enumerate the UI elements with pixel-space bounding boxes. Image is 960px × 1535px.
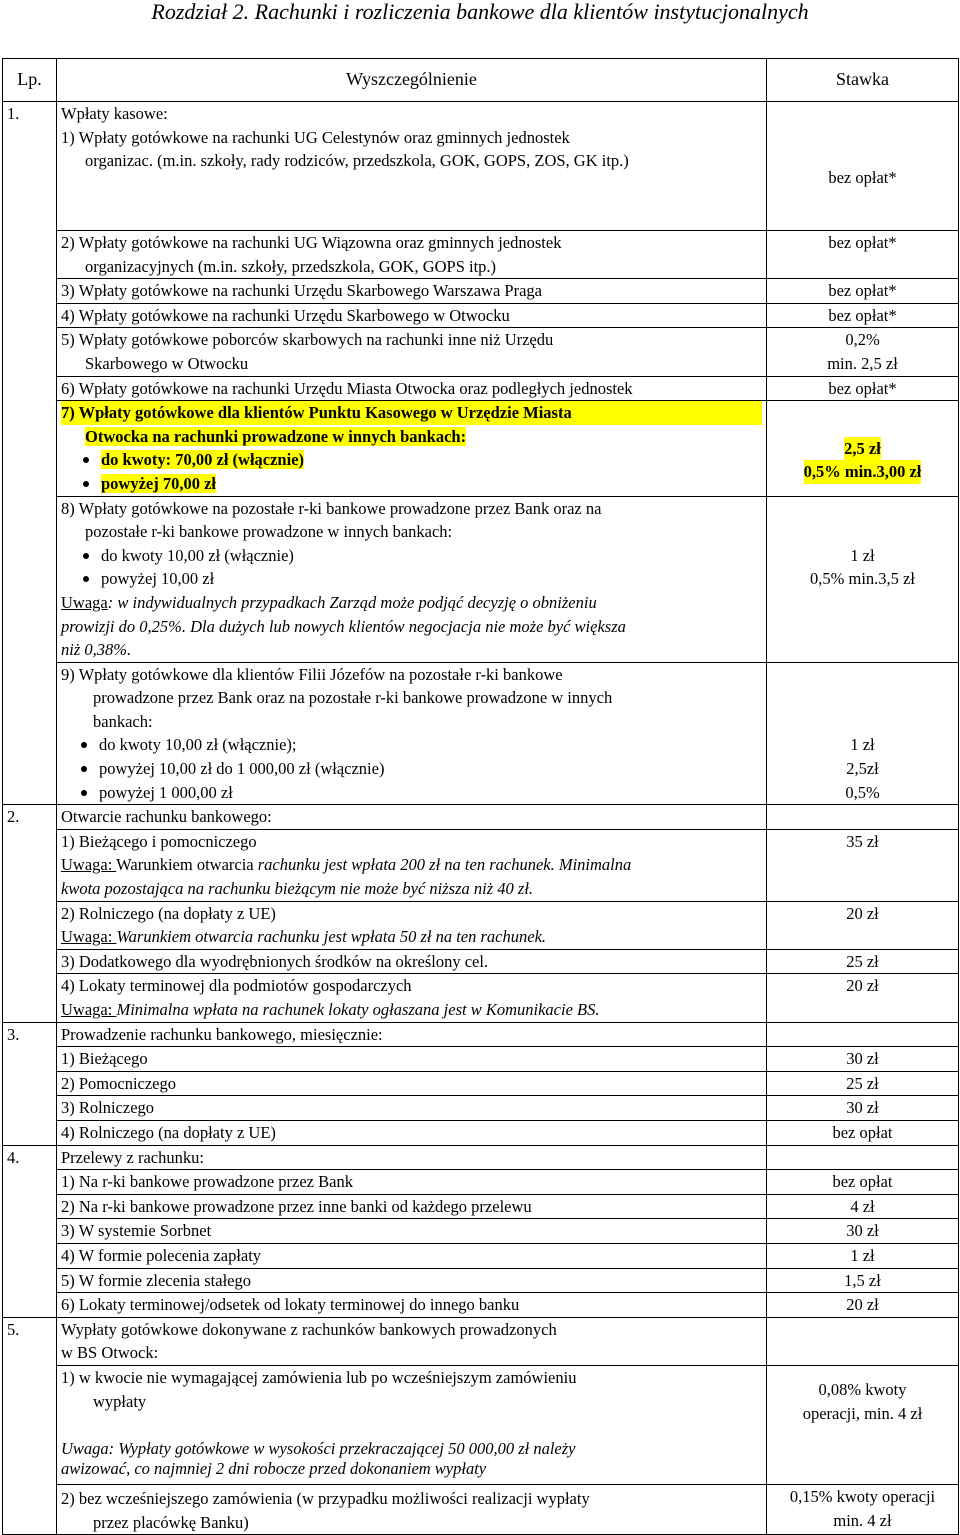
rate-value: bez opłat* [767,376,959,401]
highlighted-text: Otwocka na rachunki prowadzone w innych bankach: [85,426,467,446]
rate-value: 0,08% kwoty [818,1379,907,1399]
rate-value: operacji, min. 4 zł [802,1403,923,1423]
rate-value: bez opłat [767,1170,959,1195]
rate-value: 20 zł [767,1293,959,1318]
rate-value: 35 zł [767,829,959,901]
note-text-part: : w indywidualnych przypadkach Zarząd może podjąć decyzję o obniżeniu [107,592,597,612]
row-cell [57,974,767,1022]
table-row [3,401,959,496]
section-title: Wypłaty gotówkowe dokonywane z rachunków bankowych prowadzonych [61,1319,557,1339]
table-row [3,1071,959,1096]
row-cell: 2) Pomocniczego [57,1071,767,1096]
table-row [3,1194,959,1219]
bullet-item: powyżej 10,00 zł [71,567,762,591]
row-cell: 2) Na r-ki bankowe prowadzone przez inne banki od każdego przelewu [57,1194,767,1219]
rate-value: 25 zł [767,1071,959,1096]
row-cell [57,829,767,901]
note-text-part: Warunkiem otwarcia rachunku jest wpłata 50 zł na ten rachunek. [116,927,547,947]
rate-cell-empty [767,805,959,830]
rate-cell [767,328,959,376]
table-header-row [3,59,959,102]
note-text-part: rachunku jest wpłata 200 zł na ten rachunek. Minimalna [257,855,632,875]
note-text [61,853,762,877]
section-number: 3. [3,1022,57,1145]
row-text: 8) Wpłaty gotówkowe na pozostałe r-ki bankowe prowadzone przez Bank oraz na [61,498,602,518]
rate-cell [767,1365,959,1484]
section-number: 1. [3,102,57,805]
table-row [3,1145,959,1170]
table-row [3,1120,959,1145]
table-row [3,231,959,279]
note-text-part: Warunkiem otwarcia [116,855,258,875]
row-cell: 4) Wpłaty gotówkowe na rachunki Urzędu Skarbowego w Otwocku [57,303,767,328]
bullet-item: powyżej 1 000,00 zł [69,781,762,805]
table-row [3,102,959,231]
table-row [3,328,959,376]
section-title-cell [57,1317,767,1365]
table-row [3,901,959,949]
table-row [3,279,959,304]
row-cell: 3) Wpłaty gotówkowe na rachunki Urzędu Skarbowego Warszawa Praga [57,279,767,304]
row-cell [57,328,767,376]
table-row [3,496,959,662]
header-rate: Stawka [767,59,959,102]
row-cell: 1) Bieżącego [57,1047,767,1072]
row-cell [57,496,767,662]
rate-value: bez opłat [767,1120,959,1145]
row-cell: 3) Rolniczego [57,1096,767,1121]
row-text: 4) Lokaty terminowej dla podmiotów gospodarczych [61,976,412,996]
row-text: przez placówkę Banku) [93,1512,249,1532]
highlighted-text: 7) Wpłaty gotówkowe dla klientów Punktu Kasowego w Urzędzie Miasta [61,401,762,425]
row-text: 1) w kwocie nie wymagającej zamówienia lub po wcześniejszym zamówieniu [61,1367,577,1387]
note-text [61,925,762,949]
rate-value: 0,5% min.3,00 zł [804,460,922,484]
note-text [61,998,762,1022]
rate-cell-empty [767,1145,959,1170]
rate-value: bez opłat* [828,168,897,188]
table-row [3,1485,959,1535]
row-cell: 6) Lokaty terminowej/odsetek od lokaty terminowej do innego banku [57,1293,767,1318]
note-label: Uwaga: [61,855,117,875]
row-text: 1) Wpłaty gotówkowe na rachunki UG Celestynów oraz gminnych jednostek [61,127,570,147]
bullet-item: powyżej 10,00 zł do 1 000,00 zł (włącznie) [69,757,762,781]
section-number: 5. [3,1317,57,1535]
row-text: Skarbowego w Otwocku [85,353,249,373]
table-row [3,1317,959,1365]
rate-cell [767,102,959,231]
note-label: Uwaga: [61,1000,117,1019]
note-text: kwota pozostająca na rachunku bieżącym nie może być niższa niż 40 zł. [61,879,534,899]
section-1-cell [57,102,767,231]
table-row [3,376,959,401]
section-title: Przelewy z rachunku: [57,1145,767,1170]
row-text: 2) Wpłaty gotówkowe na rachunki UG Wiązowna oraz gminnych jednostek [61,233,562,252]
table-row [3,662,959,805]
rate-value: 20 zł [767,974,959,1022]
rate-value: 30 zł [767,1047,959,1072]
bullet-item: do kwoty 10,00 zł (włącznie) [71,544,762,568]
rate-value: min. 2,5 zł [827,353,898,373]
rate-cell [767,401,959,496]
section-title: w BS Otwock: [61,1343,159,1363]
section-title: Prowadzenie rachunku bankowego, miesięcznie: [57,1022,767,1047]
row-cell: 3) Dodatkowego dla wyodrębnionych środków na określony cel. [57,949,767,974]
rate-value: min. 4 zł [833,1510,892,1530]
table-row [3,1219,959,1244]
rate-value: 30 zł [767,1219,959,1244]
row-text: prowadzone przez Bank oraz na pozostałe r-ki bankowe prowadzone w innych [93,688,613,708]
row-cell: 1) Na r-ki bankowe prowadzone przez Bank [57,1170,767,1195]
table-row [3,1047,959,1072]
page-title: Rozdział 2. Rachunki i rozliczenia bankowe dla klientów instytucjonalnych [151,0,809,24]
rate-value: 2,5 zł [844,437,881,461]
rate-value: 1 zł [850,735,875,755]
table-row [3,1365,959,1484]
section-number: 2. [3,805,57,1022]
row-text: 2) bez wcześniejszego zamówienia (w przypadku możliwości realizacji wypłaty [61,1489,590,1509]
header-description: Wyszczególnienie [57,59,767,102]
header-lp: Lp. [3,59,57,102]
highlighted-text: do kwoty: 70,00 zł (włącznie) [101,450,305,470]
rate-value: 0,2% [845,330,880,350]
section-number: 4. [3,1145,57,1317]
row-cell [57,901,767,949]
rate-value: 1 zł [767,1243,959,1268]
row-text: 2) Rolniczego (na dopłaty z UE) [61,903,276,923]
note-text: Uwaga: Wypłaty gotówkowe w wysokości przekraczającej 50 000,00 zł należy [61,1438,576,1458]
rate-value: 4 zł [767,1194,959,1219]
note-label: Uwaga: [61,927,117,947]
table-row [3,1096,959,1121]
rate-value: 1,5 zł [767,1268,959,1293]
table-row [3,974,959,1022]
fee-table [2,58,959,1535]
row-text: wypłaty [93,1391,147,1411]
table-row [3,1022,959,1047]
note-text: prowizji do 0,25%. Dla dużych lub nowych klientów negocjacja nie może być większa [61,616,626,636]
rate-cell [767,231,959,279]
rate-value: 25 zł [767,949,959,974]
note-text-part: Minimalna wpłata na rachunek lokaty ogłaszana jest w Komunikacie BS. [116,1000,600,1019]
table-row [3,949,959,974]
highlighted-text: powyżej 70,00 zł [101,473,217,493]
table-row [3,1170,959,1195]
table-row [3,303,959,328]
table-row [3,805,959,830]
rate-value: bez opłat* [767,279,959,304]
rate-value: bez opłat* [767,303,959,328]
rate-cell-empty [767,1022,959,1047]
rate-value: 2,5zł [846,759,879,779]
row-cell [57,662,767,805]
rate-cell [767,496,959,662]
rate-cell-empty [767,1317,959,1365]
table-row [3,829,959,901]
row-text: 1) Bieżącego i pomocniczego [61,831,257,851]
section-title: Wpłaty kasowe: [61,104,168,123]
row-cell: 4) W formie polecenia zapłaty [57,1243,767,1268]
row-cell [57,1365,767,1484]
row-cell: 3) W systemie Sorbnet [57,1219,767,1244]
row-text: bankach: [93,711,153,731]
table-row [3,1293,959,1318]
bullet-item: do kwoty 10,00 zł (włącznie); [69,733,762,757]
row-cell: 5) W formie zlecenia stałego [57,1268,767,1293]
note-text: niż 0,38%. [61,640,132,660]
row-cell: 6) Wpłaty gotówkowe na rachunki Urzędu Miasta Otwocka oraz podległych jednostek [57,376,767,401]
note-label: Uwaga [61,592,108,612]
row-text: organizacyjnych (m.in. szkoły, przedszkola, GOK, GOPS itp.) [85,256,497,276]
rate-value: 0,15% kwoty operacji [789,1487,936,1507]
row-cell [57,231,767,279]
rate-value: bez opłat* [828,233,897,252]
rate-cell [767,1485,959,1535]
note-text [61,591,762,615]
row-cell [57,401,767,496]
note-text: awizować, co najmniej 2 dni robocze przed dokonaniem wypłaty [61,1459,487,1479]
rate-value: 1 zł [850,545,875,565]
section-title: Otwarcie rachunku bankowego: [57,805,767,830]
row-text: organizac. (m.in. szkoły, rady rodziców, przedszkola, GOK, GOPS, ZOS, GK itp.) [85,151,629,171]
row-text: 5) Wpłaty gotówkowe poborców skarbowych na rachunki inne niż Urzędu [61,330,554,350]
rate-value: 0,5% [845,782,880,802]
rate-cell [767,662,959,805]
rate-value: 0,5% min.3,5 zł [810,569,915,589]
row-text: pozostałe r-ki bankowe prowadzone w innych bankach: [85,522,453,542]
rate-value: 20 zł [767,901,959,949]
rate-value: 30 zł [767,1096,959,1121]
row-cell [57,1485,767,1535]
row-text: 9) Wpłaty gotówkowe dla klientów Filii Józefów na pozostałe r-ki bankowe [61,664,563,684]
row-cell: 4) Rolniczego (na dopłaty z UE) [57,1120,767,1145]
table-row [3,1243,959,1268]
table-row [3,1268,959,1293]
